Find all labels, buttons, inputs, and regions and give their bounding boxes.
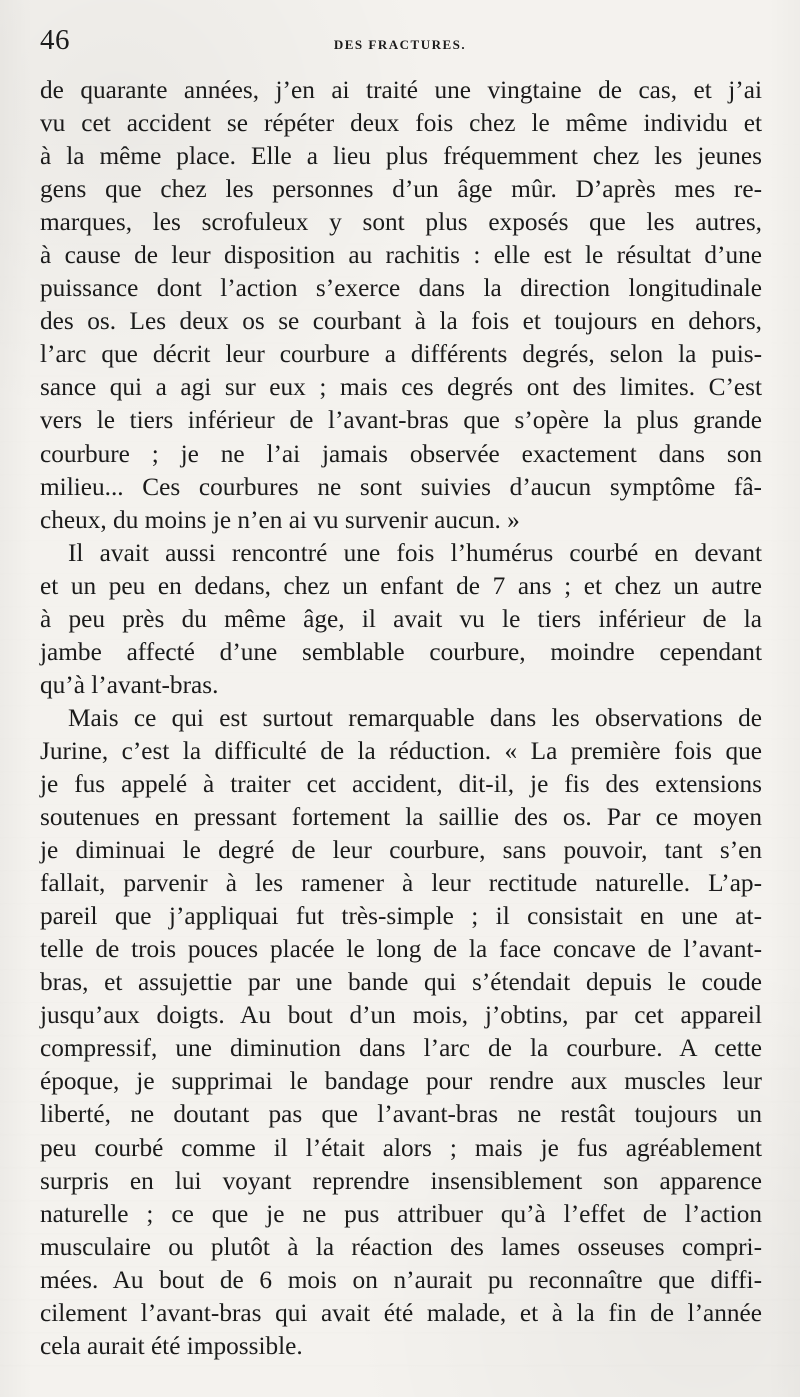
text-line: naturelle ; ce que je ne pus attribuer qu’à l’effet de l’action: [40, 1199, 762, 1228]
text-line: pareil que j’appliquai fut très-simple ; il consistait en une at-: [40, 902, 762, 931]
text-line: mées. Au bout de 6 mois on n’aurait pu reconnaître que diffi-: [40, 1265, 762, 1294]
body-text: [40, 74, 762, 1363]
text-line: telle de trois pouces placée le long de la face concave de l’avant-: [40, 935, 762, 964]
text-line: l’arc que décrit leur courbure a différents degrés, selon la puis-: [40, 340, 762, 369]
text-line: puissance dont l’action s’exerce dans la direction longitudinale: [40, 274, 762, 303]
page-number: 46: [40, 24, 70, 56]
text-line: jusqu’aux doigts. Au bout d’un mois, j’obtins, par cet appareil: [40, 1001, 762, 1030]
text-line: jambe affecté d’une semblable courbure, moindre cependant: [40, 637, 762, 666]
text-line: à peu près du même âge, il avait vu le tiers inférieur de la: [40, 604, 762, 633]
text-line: qu’à l’avant-bras.: [40, 670, 219, 699]
text-line: compressif, une diminution dans l’arc de la courbure. A cette: [40, 1034, 762, 1063]
text-line: marques, les scrofuleux y sont plus exposés que les autres,: [40, 208, 762, 237]
text-line: de quarante années, j’en ai traité une vingtaine de cas, et j’ai: [40, 76, 762, 104]
text-line: à la même place. Elle a lieu plus fréquemment chez les jeunes: [40, 142, 762, 171]
text-line: surpris en lui voyant reprendre insensiblement son apparence: [40, 1166, 762, 1195]
text-line: bras, et assujettie par une bande qui s’étendait depuis le coude: [40, 968, 762, 997]
text-line: cheux, du moins je n’en ai vu survenir aucun. »: [40, 505, 520, 534]
text-line: gens que chez les personnes d’un âge mûr. D’après mes re-: [40, 175, 762, 204]
text-line: liberté, ne doutant pas que l’avant-bras ne restât toujours un: [40, 1100, 762, 1129]
paragraph-first-line: Il avait aussi rencontré une fois l’humérus courbé en devant: [68, 538, 762, 567]
page-header: [40, 26, 760, 60]
text-line: Jurine, c’est la difficulté de la réduction. « La première fois que: [40, 736, 762, 765]
running-head: DES FRACTURES.: [333, 37, 467, 52]
text-line: vu cet accident se répéter deux fois chez le même individu et: [40, 109, 762, 138]
text-line: fallait, parvenir à les ramener à leur rectitude naturelle. L’ap-: [40, 869, 762, 898]
text-line: peu courbé comme il l’était alors ; mais je fus agréablement: [40, 1133, 762, 1162]
text-line: et un peu en dedans, chez un enfant de 7 ans ; et chez un autre: [40, 571, 762, 600]
text-line: à cause de leur disposition au rachitis : elle est le résultat d’une: [40, 241, 762, 270]
text-line: vers le tiers inférieur de l’avant-bras que s’opère la plus grande: [40, 406, 762, 435]
text-line: musculaire ou plutôt à la réaction des lames osseuses compri-: [40, 1232, 762, 1261]
text-line: époque, je supprimai le bandage pour rendre aux muscles leur: [40, 1067, 762, 1096]
text-line: je fus appelé à traiter cet accident, dit-il, je fis des extensions: [40, 769, 762, 798]
paragraph-first-line: Mais ce qui est surtout remarquable dans les observations de: [68, 703, 762, 732]
text-line: courbure ; je ne l’ai jamais observée exactement dans son: [40, 439, 762, 468]
text-line: des os. Les deux os se courbant à la fois et toujours en dehors,: [40, 307, 762, 336]
text-line: milieu... Ces courbures ne sont suivies d’aucun symptôme fâ-: [40, 472, 762, 501]
text-line: je diminuai le degré de leur courbure, sans pouvoir, tant s’en: [40, 836, 762, 865]
text-line: sance qui a agi sur eux ; mais ces degrés ont des limites. C’est: [40, 373, 762, 402]
text-line: cela aurait été impossible.: [40, 1331, 303, 1360]
text-line: soutenues en pressant fortement la saillie des os. Par ce moyen: [40, 803, 762, 832]
text-line: cilement l’avant-bras qui avait été malade, et à la fin de l’année: [40, 1298, 762, 1327]
